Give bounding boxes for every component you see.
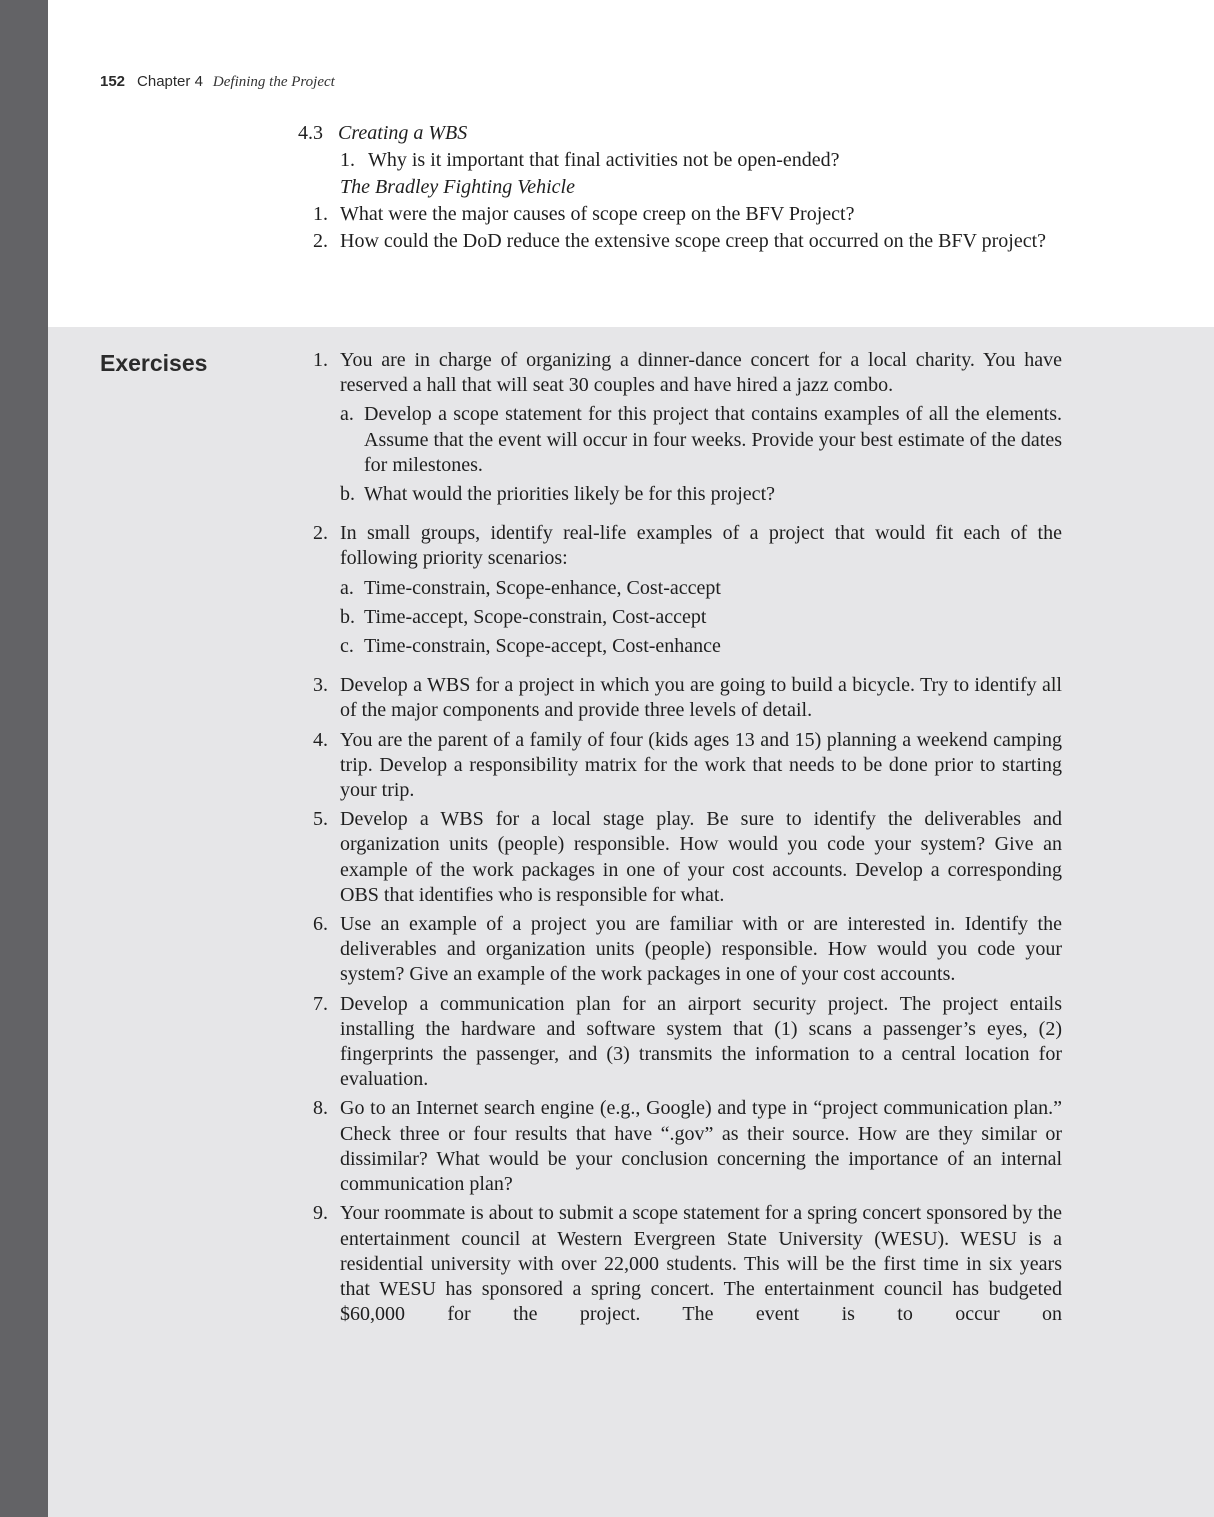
exercise-item: 2. In small groups, identify real-life examples of a project that would fit each of the following priority scenarios: a. Time-constrain, Scope-enhance, Cost-accept b. Time-accept, Scope-constrain, Cost-accept c. Time-constrain, Scope-accept, Cost-enhance [298,521,1062,659]
review-questions [298,120,1062,255]
sub-item: b. What would the priorities likely be for this project? [340,483,775,506]
sub-item: c. Time-constrain, Scope-accept, Cost-enhance [340,635,721,658]
exercise-item: 9. Your roommate is about to submit a scope statement for a spring concert sponsored by the entertainment council at Western Evergreen State University (WESU). WESU is a residential university with over 22,000 students. This will be the first time in six years that WESU has sponsored a spring concert. The entertainment council has budgeted $60,000 for the project. The event is to occur on [313,1202,1062,1326]
running-header [100,72,335,92]
chapter-title: Defining the Project [212,74,335,90]
chapter-label: Chapter 4 [137,73,203,90]
exercise-list [298,348,1062,1331]
exercise-item: 6. Use an example of a project you are familiar with or are interested in. Identify the deliverables and organization units (people) responsible. How would you code your system? Give an example of the work packages in one of your cost accounts. [313,913,1062,986]
sub-item: b. Time-accept, Scope-constrain, Cost-accept [340,605,707,628]
section-question: 1. Why is it important that final activities not be open-ended? [340,149,840,171]
sub-item: a. Develop a scope statement for this project that contains examples of all the elements. Assume that the event will occur in four weeks. Provide your best estimate of the dates for milestones. [340,403,1062,476]
sub-list [340,576,1062,660]
exercise-item: 7. Develop a communication plan for an airport security project. The project entails installing the hardware and software system that (1) scans a passenger’s eyes, (2) fingerprints the passenger, and (3) transmits the information to a central location for evaluation. [313,992,1062,1091]
case-question: 2. How could the DoD reduce the extensive scope creep that occurred on the BFV project? [313,230,1047,252]
exercise-item: 5. Develop a WBS for a local stage play. Be sure to identify the deliverables and organization units (people) responsible. How would you code your system? Give an example of the work packages in one of your cost accounts. Develop a corresponding OBS that identifies who is responsible for what. [313,808,1062,906]
case-question: 1. What were the major causes of scope creep on the BFV Project? [313,203,855,225]
sub-item: a. Time-constrain, Scope-enhance, Cost-accept [340,576,721,599]
page-edge-bar [0,0,48,1517]
section-number: 4.3 [298,122,323,144]
exercise-item: 3. Develop a WBS for a project in which you are going to build a bicycle. Try to identify all of the major components and provide three levels of detail. [313,674,1062,722]
section-title: Creating a WBS [338,122,468,144]
section-heading [298,120,1062,147]
case-title: The Bradley Fighting Vehicle [340,176,575,198]
sub-list [340,402,1062,507]
exercises-heading: Exercises [100,350,208,376]
exercise-item: 4. You are the parent of a family of four (kids ages 13 and 15) planning a weekend camping trip. Develop a responsibility matrix for the work that needs to be done prior to starting your trip. [313,728,1062,802]
exercise-item: 1. You are in charge of organizing a dinner-dance concert for a local charity. You have reserved a hall that will seat 30 couples and have hired a jazz combo. a. Develop a scope statement for this project that contains examples of all the elements. Assume that the event will occur in four weeks. Provide your best estimate of the dates for milestones. b. What would the priorities likely be for this project? [298,348,1062,507]
exercise-item: 8. Go to an Internet search engine (e.g., Google) and type in “project communication plan.” Check three or four results that have “.gov” as their source. How are they similar or dissimilar? What would be your conclusion concerning the importance of an internal communication plan? [313,1097,1062,1196]
page-number: 152 [100,73,126,90]
